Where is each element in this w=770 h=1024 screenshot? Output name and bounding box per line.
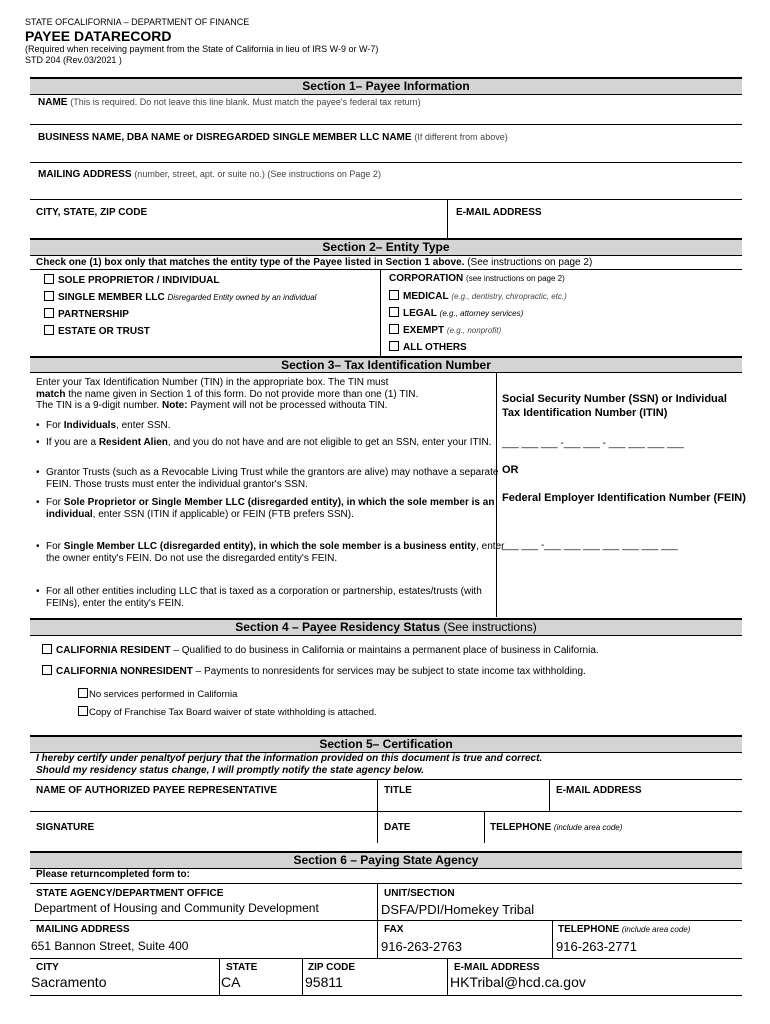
tin-bullet-resident-alien: • If you are a Resident Alien, and you do not have and are not eligible to get an SSN, enter your ITIN.: [36, 437, 506, 449]
exempt-checkbox[interactable]: EXEMPT (e.g., nonprofit): [389, 324, 501, 337]
form-title: PAYEE DATARECORD: [25, 28, 172, 44]
rep-telephone-field[interactable]: TELEPHONE (include area code): [490, 822, 623, 833]
agency-email-label: E-MAIL ADDRESS: [454, 962, 540, 973]
section1-heading: Section 1– Payee Information: [30, 77, 742, 95]
agency-office-label: STATE AGENCY/DEPARTMENT OFFICE: [36, 888, 224, 899]
agency-mailing-label: MAILING ADDRESS: [36, 924, 130, 935]
agency-city-value: Sacramento: [31, 974, 107, 990]
title-field[interactable]: TITLE: [384, 785, 412, 796]
unit-section-label: UNIT/SECTION: [384, 888, 455, 899]
date-field[interactable]: DATE: [384, 822, 411, 833]
signature-field[interactable]: SIGNATURE: [36, 822, 95, 833]
section6-heading: Section 6 – Paying State Agency: [30, 851, 742, 869]
single-member-llc-checkbox[interactable]: SINGLE MEMBER LLC Disregarded Entity owned by an individual: [44, 291, 316, 304]
tin-bullet-other-entities: • For all other entities including LLC that is taxed as a corporation or partnership, estates/trusts (with FEINs), enter the entity's FEIN.: [36, 586, 506, 609]
return-to-label: Please returncompleted form to:: [36, 869, 190, 880]
fein-label: Federal Employer Identification Number (FEIN): [502, 492, 746, 504]
agency-telephone-value: 916-263-2771: [556, 939, 637, 954]
form-subtitle: (Required when receiving payment from the State of California in lieu of IRS W-9 or W-7): [25, 44, 379, 54]
agency-email-value: HKTribal@hcd.ca.gov: [450, 974, 586, 990]
section4-heading: Section 4 – Payee Residency Status (See instructions): [30, 618, 742, 636]
representative-name-field[interactable]: NAME OF AUTHORIZED PAYEE REPRESENTATIVE: [36, 785, 277, 796]
california-nonresident-checkbox[interactable]: CALIFORNIA NONRESIDENT – Payments to nonresidents for services may be subject to state income tax withholding.: [42, 665, 586, 678]
form-id: STD 204 (Rev.03/2021 ): [25, 55, 122, 65]
tin-bullet-sole-proprietor: • For Sole Proprietor or Single Member LLC (disregarded entity), in which the sole member is an individual, enter SSN (ITIN if applicable) or FEIN (FTB prefers SSN).: [36, 497, 506, 520]
name-label: NAME: [38, 97, 68, 108]
agency-telephone-label: TELEPHONE (include area code): [558, 924, 691, 935]
rep-email-field[interactable]: E-MAIL ADDRESS: [556, 785, 642, 796]
fax-value: 916-263-2763: [381, 939, 462, 954]
tin-bullet-single-member-llc: • For Single Member LLC (disregarded entity), in which the sole member is a business entity, enter the owner entity's FEIN. Do not use the disregarded entity's FEIN.: [36, 541, 506, 564]
all-others-checkbox[interactable]: ALL OTHERS: [389, 341, 467, 354]
partnership-checkbox[interactable]: PARTNERSHIP: [44, 308, 129, 321]
agency-zip-value: 95811: [305, 974, 343, 990]
estate-trust-checkbox[interactable]: ESTATE OR TRUST: [44, 325, 150, 338]
tin-intro: Enter your Tax Identification Number (TIN) in the appropriate box. The TIN must match the name given in Section 1 of this form. Do not provide more than one (1) TIN. The TIN is a 9-digit number. Note: Payment will not be processed withouta TIN.: [36, 377, 419, 411]
name-field[interactable]: [38, 96, 421, 109]
email-address-field[interactable]: E-MAIL ADDRESS: [456, 207, 542, 218]
section3-heading: Section 3– Tax Identification Number: [30, 356, 742, 373]
section2-heading: Section 2– Entity Type: [30, 238, 742, 256]
sole-proprietor-checkbox[interactable]: SOLE PROPRIETOR / INDIVIDUAL: [44, 274, 220, 287]
mailing-address-note: (number, street, apt. or suite no.) (See instructions on Page 2): [134, 169, 381, 179]
agency-state-value: CA: [221, 974, 241, 990]
agency-state-label: STATE: [226, 962, 258, 973]
entity-instruction: Check one (1) box only that matches the entity type of the Payee listed in Section 1 above. (See instructions on page 2): [36, 257, 593, 268]
certification-statement: I hereby certify under penaltyof perjury that the information provided on this document is true and correct. Should my residency status change, I will promptly notify the state agency below.: [36, 753, 543, 776]
california-resident-checkbox[interactable]: CALIFORNIA RESIDENT – Qualified to do business in California or maintains a permanent place of business in California.: [42, 644, 599, 657]
legal-checkbox[interactable]: LEGAL (e.g., attorney services): [389, 307, 523, 320]
no-services-checkbox[interactable]: No services performed in California: [78, 688, 237, 701]
agency-header: STATE OFCALIFORNIA – DEPARTMENT OF FINANCE: [25, 17, 250, 27]
city-state-zip-field[interactable]: CITY, STATE, ZIP CODE: [36, 207, 148, 218]
agency-mailing-value: 651 Bannon Street, Suite 400: [31, 939, 189, 953]
ssn-input[interactable]: ___ ___ ___ -___ ___ - ___ ___ ___ ___: [502, 438, 684, 449]
fax-label: FAX: [384, 924, 404, 935]
mailing-address-label: MAILING ADDRESS: [38, 169, 132, 180]
business-name-label: BUSINESS NAME, DBA NAME or DISREGARDED SINGLE MEMBER LLC NAME: [38, 132, 412, 143]
ssn-label: Social Security Number (SSN) or Individual Tax Identification Number (ITIN): [502, 393, 727, 419]
ftb-waiver-checkbox[interactable]: Copy of Franchise Tax Board waiver of state withholding is attached.: [78, 706, 377, 719]
mailing-address-field[interactable]: [38, 168, 381, 181]
business-name-field[interactable]: [38, 131, 508, 144]
agency-zip-label: ZIP CODE: [308, 962, 356, 973]
or-label: OR: [502, 464, 519, 476]
corporation-label: CORPORATION (see instructions on page 2): [389, 273, 565, 284]
agency-city-label: CITY: [36, 962, 59, 973]
unit-section-value: DSFA/PDI/Homekey Tribal: [381, 902, 535, 917]
business-name-note: (If different from above): [414, 132, 508, 142]
tin-bullet-individuals: • For Individuals, enter SSN.: [36, 420, 506, 432]
fein-input[interactable]: ___ ___ -___ ___ ___ ___ ___ ___ ___: [502, 540, 678, 551]
medical-checkbox[interactable]: MEDICAL (e.g., dentistry, chiropractic, etc.): [389, 290, 567, 303]
agency-office-value: Department of Housing and Community Development: [34, 901, 319, 915]
tin-bullet-grantor-trusts: • Grantor Trusts (such as a Revocable Living Trust while the grantors are alive) may nothave a separate FEIN. Those trusts must enter the individual grantor's SSN.: [36, 467, 506, 490]
name-note: (This is required. Do not leave this line blank. Must match the payee's federal tax return): [70, 97, 421, 107]
section5-heading: Section 5– Certification: [30, 735, 742, 753]
